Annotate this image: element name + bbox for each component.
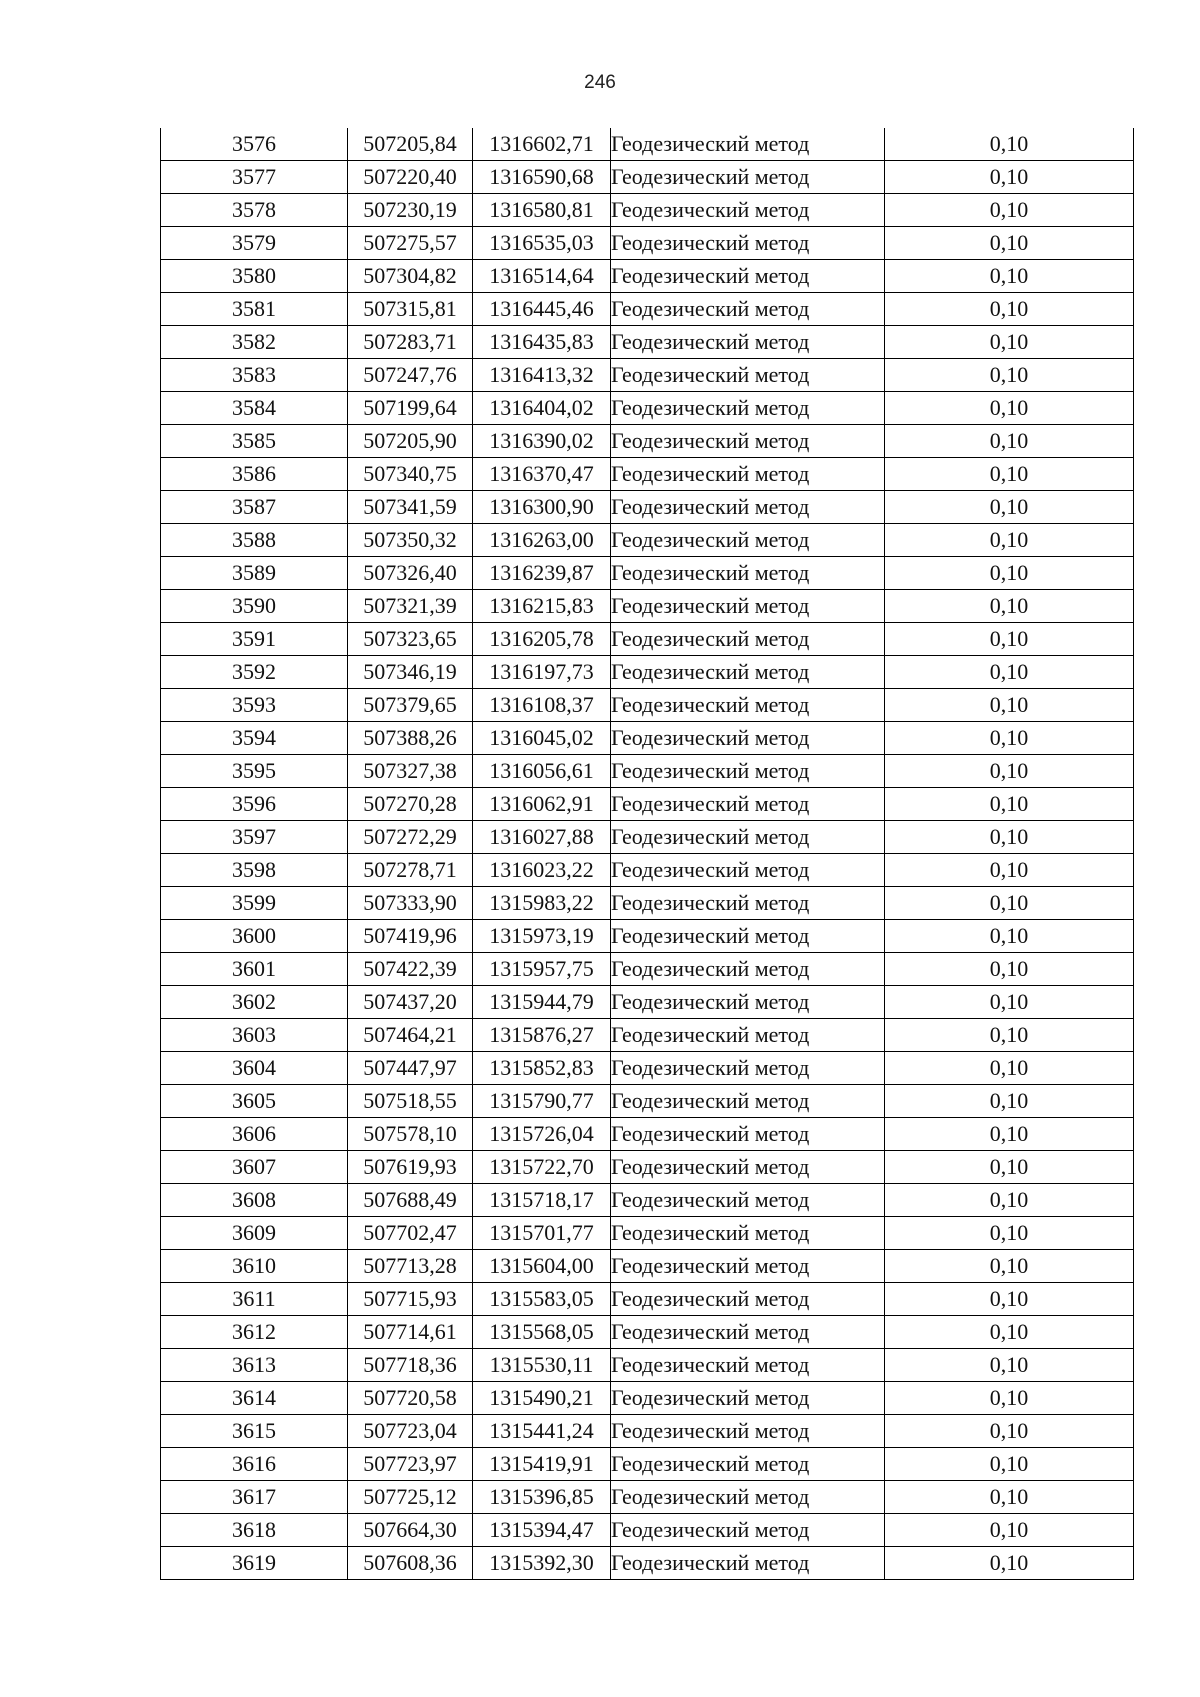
table-row [161, 359, 1134, 392]
y-coordinate-cell: 1316023,22 [473, 854, 611, 887]
point-number-cell: 3618 [161, 1514, 348, 1547]
method-cell: Геодезический метод [611, 1316, 885, 1349]
point-number-cell: 3599 [161, 887, 348, 920]
table-row [161, 458, 1134, 491]
y-coordinate-cell: 1315490,21 [473, 1382, 611, 1415]
point-number-cell: 3581 [161, 293, 348, 326]
x-coordinate-cell: 507326,40 [348, 557, 473, 590]
method-cell: Геодезический метод [611, 821, 885, 854]
x-coordinate-cell: 507315,81 [348, 293, 473, 326]
method-cell: Геодезический метод [611, 788, 885, 821]
y-coordinate-cell: 1316027,88 [473, 821, 611, 854]
x-coordinate-cell: 507350,32 [348, 524, 473, 557]
accuracy-cell: 0,10 [885, 458, 1134, 491]
x-coordinate-cell: 507723,97 [348, 1448, 473, 1481]
method-cell: Геодезический метод [611, 260, 885, 293]
x-coordinate-cell: 507270,28 [348, 788, 473, 821]
x-coordinate-cell: 507333,90 [348, 887, 473, 920]
table-row [161, 1514, 1134, 1547]
accuracy-cell: 0,10 [885, 1382, 1134, 1415]
accuracy-cell: 0,10 [885, 194, 1134, 227]
accuracy-cell: 0,10 [885, 491, 1134, 524]
y-coordinate-cell: 1315394,47 [473, 1514, 611, 1547]
point-number-cell: 3615 [161, 1415, 348, 1448]
y-coordinate-cell: 1316413,32 [473, 359, 611, 392]
point-number-cell: 3617 [161, 1481, 348, 1514]
method-cell: Геодезический метод [611, 293, 885, 326]
point-number-cell: 3601 [161, 953, 348, 986]
method-cell: Геодезический метод [611, 458, 885, 491]
x-coordinate-cell: 507723,04 [348, 1415, 473, 1448]
point-number-cell: 3586 [161, 458, 348, 491]
table-row [161, 1349, 1134, 1382]
point-number-cell: 3597 [161, 821, 348, 854]
x-coordinate-cell: 507578,10 [348, 1118, 473, 1151]
method-cell: Геодезический метод [611, 1514, 885, 1547]
x-coordinate-cell: 507713,28 [348, 1250, 473, 1283]
x-coordinate-cell: 507341,59 [348, 491, 473, 524]
x-coordinate-cell: 507422,39 [348, 953, 473, 986]
point-number-cell: 3603 [161, 1019, 348, 1052]
y-coordinate-cell: 1316435,83 [473, 326, 611, 359]
table-row [161, 1283, 1134, 1316]
table-row [161, 293, 1134, 326]
y-coordinate-cell: 1316535,03 [473, 227, 611, 260]
accuracy-cell: 0,10 [885, 557, 1134, 590]
point-number-cell: 3588 [161, 524, 348, 557]
method-cell: Геодезический метод [611, 194, 885, 227]
method-cell: Геодезический метод [611, 590, 885, 623]
table-row [161, 128, 1134, 161]
x-coordinate-cell: 507323,65 [348, 623, 473, 656]
point-number-cell: 3595 [161, 755, 348, 788]
point-number-cell: 3591 [161, 623, 348, 656]
point-number-cell: 3613 [161, 1349, 348, 1382]
table-row [161, 1085, 1134, 1118]
y-coordinate-cell: 1315983,22 [473, 887, 611, 920]
method-cell: Геодезический метод [611, 1448, 885, 1481]
accuracy-cell: 0,10 [885, 755, 1134, 788]
table-row [161, 1448, 1134, 1481]
accuracy-cell: 0,10 [885, 1151, 1134, 1184]
y-coordinate-cell: 1315726,04 [473, 1118, 611, 1151]
point-number-cell: 3596 [161, 788, 348, 821]
accuracy-cell: 0,10 [885, 1052, 1134, 1085]
method-cell: Геодезический метод [611, 1118, 885, 1151]
method-cell: Геодезический метод [611, 1250, 885, 1283]
point-number-cell: 3612 [161, 1316, 348, 1349]
accuracy-cell: 0,10 [885, 359, 1134, 392]
point-number-cell: 3602 [161, 986, 348, 1019]
point-number-cell: 3592 [161, 656, 348, 689]
x-coordinate-cell: 507379,65 [348, 689, 473, 722]
table-row [161, 854, 1134, 887]
table-row [161, 920, 1134, 953]
y-coordinate-cell: 1316215,83 [473, 590, 611, 623]
method-cell: Геодезический метод [611, 1547, 885, 1580]
accuracy-cell: 0,10 [885, 920, 1134, 953]
x-coordinate-cell: 507283,71 [348, 326, 473, 359]
method-cell: Геодезический метод [611, 1019, 885, 1052]
y-coordinate-cell: 1316263,00 [473, 524, 611, 557]
y-coordinate-cell: 1315441,24 [473, 1415, 611, 1448]
y-coordinate-cell: 1316045,02 [473, 722, 611, 755]
y-coordinate-cell: 1315852,83 [473, 1052, 611, 1085]
y-coordinate-cell: 1316056,61 [473, 755, 611, 788]
y-coordinate-cell: 1315973,19 [473, 920, 611, 953]
y-coordinate-cell: 1316514,64 [473, 260, 611, 293]
point-number-cell: 3611 [161, 1283, 348, 1316]
accuracy-cell: 0,10 [885, 128, 1134, 161]
table-row [161, 821, 1134, 854]
y-coordinate-cell: 1316062,91 [473, 788, 611, 821]
y-coordinate-cell: 1315583,05 [473, 1283, 611, 1316]
method-cell: Геодезический метод [611, 1283, 885, 1316]
point-number-cell: 3587 [161, 491, 348, 524]
table-row [161, 557, 1134, 590]
accuracy-cell: 0,10 [885, 1118, 1134, 1151]
accuracy-cell: 0,10 [885, 1415, 1134, 1448]
accuracy-cell: 0,10 [885, 1250, 1134, 1283]
point-number-cell: 3579 [161, 227, 348, 260]
table-row [161, 1217, 1134, 1250]
table-row [161, 194, 1134, 227]
x-coordinate-cell: 507327,38 [348, 755, 473, 788]
x-coordinate-cell: 507715,93 [348, 1283, 473, 1316]
table-row [161, 1118, 1134, 1151]
y-coordinate-cell: 1316445,46 [473, 293, 611, 326]
point-number-cell: 3600 [161, 920, 348, 953]
method-cell: Геодезический метод [611, 1085, 885, 1118]
table-row [161, 524, 1134, 557]
point-number-cell: 3580 [161, 260, 348, 293]
x-coordinate-cell: 507247,76 [348, 359, 473, 392]
accuracy-cell: 0,10 [885, 1316, 1134, 1349]
point-number-cell: 3593 [161, 689, 348, 722]
y-coordinate-cell: 1316404,02 [473, 392, 611, 425]
x-coordinate-cell: 507720,58 [348, 1382, 473, 1415]
accuracy-cell: 0,10 [885, 1217, 1134, 1250]
point-number-cell: 3604 [161, 1052, 348, 1085]
point-number-cell: 3616 [161, 1448, 348, 1481]
y-coordinate-cell: 1316390,02 [473, 425, 611, 458]
table-row [161, 590, 1134, 623]
table-row [161, 1547, 1134, 1580]
y-coordinate-cell: 1315944,79 [473, 986, 611, 1019]
x-coordinate-cell: 507447,97 [348, 1052, 473, 1085]
method-cell: Геодезический метод [611, 1481, 885, 1514]
x-coordinate-cell: 507608,36 [348, 1547, 473, 1580]
y-coordinate-cell: 1316602,71 [473, 128, 611, 161]
table-row [161, 755, 1134, 788]
table-row [161, 1019, 1134, 1052]
accuracy-cell: 0,10 [885, 392, 1134, 425]
point-number-cell: 3598 [161, 854, 348, 887]
table-row [161, 1052, 1134, 1085]
y-coordinate-cell: 1315392,30 [473, 1547, 611, 1580]
method-cell: Геодезический метод [611, 1382, 885, 1415]
y-coordinate-cell: 1316197,73 [473, 656, 611, 689]
x-coordinate-cell: 507230,19 [348, 194, 473, 227]
method-cell: Геодезический метод [611, 986, 885, 1019]
y-coordinate-cell: 1315718,17 [473, 1184, 611, 1217]
table-row [161, 1250, 1134, 1283]
accuracy-cell: 0,10 [885, 1514, 1134, 1547]
y-coordinate-cell: 1316205,78 [473, 623, 611, 656]
table-row [161, 722, 1134, 755]
accuracy-cell: 0,10 [885, 854, 1134, 887]
table-row [161, 1382, 1134, 1415]
y-coordinate-cell: 1315701,77 [473, 1217, 611, 1250]
method-cell: Геодезический метод [611, 128, 885, 161]
point-number-cell: 3590 [161, 590, 348, 623]
method-cell: Геодезический метод [611, 1052, 885, 1085]
x-coordinate-cell: 507518,55 [348, 1085, 473, 1118]
method-cell: Геодезический метод [611, 161, 885, 194]
x-coordinate-cell: 507702,47 [348, 1217, 473, 1250]
method-cell: Геодезический метод [611, 854, 885, 887]
page-number: 246 [584, 72, 616, 93]
accuracy-cell: 0,10 [885, 227, 1134, 260]
accuracy-cell: 0,10 [885, 425, 1134, 458]
x-coordinate-cell: 507220,40 [348, 161, 473, 194]
x-coordinate-cell: 507437,20 [348, 986, 473, 1019]
table-row [161, 1184, 1134, 1217]
table-row [161, 656, 1134, 689]
y-coordinate-cell: 1316108,37 [473, 689, 611, 722]
y-coordinate-cell: 1315419,91 [473, 1448, 611, 1481]
accuracy-cell: 0,10 [885, 1547, 1134, 1580]
x-coordinate-cell: 507340,75 [348, 458, 473, 491]
table-row [161, 788, 1134, 821]
point-number-cell: 3606 [161, 1118, 348, 1151]
table-row [161, 887, 1134, 920]
method-cell: Геодезический метод [611, 359, 885, 392]
y-coordinate-cell: 1316580,81 [473, 194, 611, 227]
accuracy-cell: 0,10 [885, 953, 1134, 986]
method-cell: Геодезический метод [611, 722, 885, 755]
x-coordinate-cell: 507714,61 [348, 1316, 473, 1349]
table-row [161, 227, 1134, 260]
x-coordinate-cell: 507346,19 [348, 656, 473, 689]
method-cell: Геодезический метод [611, 524, 885, 557]
accuracy-cell: 0,10 [885, 1448, 1134, 1481]
table-row [161, 491, 1134, 524]
table-row [161, 260, 1134, 293]
accuracy-cell: 0,10 [885, 986, 1134, 1019]
accuracy-cell: 0,10 [885, 524, 1134, 557]
point-number-cell: 3577 [161, 161, 348, 194]
y-coordinate-cell: 1315530,11 [473, 1349, 611, 1382]
accuracy-cell: 0,10 [885, 161, 1134, 194]
point-number-cell: 3608 [161, 1184, 348, 1217]
accuracy-cell: 0,10 [885, 623, 1134, 656]
method-cell: Геодезический метод [611, 887, 885, 920]
table-body [161, 128, 1134, 1580]
accuracy-cell: 0,10 [885, 1283, 1134, 1316]
method-cell: Геодезический метод [611, 1217, 885, 1250]
x-coordinate-cell: 507205,90 [348, 425, 473, 458]
accuracy-cell: 0,10 [885, 821, 1134, 854]
table-row [161, 425, 1134, 458]
method-cell: Геодезический метод [611, 755, 885, 788]
x-coordinate-cell: 507278,71 [348, 854, 473, 887]
y-coordinate-cell: 1315790,77 [473, 1085, 611, 1118]
accuracy-cell: 0,10 [885, 1481, 1134, 1514]
accuracy-cell: 0,10 [885, 293, 1134, 326]
y-coordinate-cell: 1316300,90 [473, 491, 611, 524]
accuracy-cell: 0,10 [885, 326, 1134, 359]
method-cell: Геодезический метод [611, 227, 885, 260]
accuracy-cell: 0,10 [885, 722, 1134, 755]
method-cell: Геодезический метод [611, 1349, 885, 1382]
method-cell: Геодезический метод [611, 920, 885, 953]
accuracy-cell: 0,10 [885, 656, 1134, 689]
method-cell: Геодезический метод [611, 491, 885, 524]
y-coordinate-cell: 1315568,05 [473, 1316, 611, 1349]
accuracy-cell: 0,10 [885, 590, 1134, 623]
table-row [161, 623, 1134, 656]
y-coordinate-cell: 1316370,47 [473, 458, 611, 491]
accuracy-cell: 0,10 [885, 1184, 1134, 1217]
x-coordinate-cell: 507419,96 [348, 920, 473, 953]
accuracy-cell: 0,10 [885, 1019, 1134, 1052]
point-number-cell: 3609 [161, 1217, 348, 1250]
x-coordinate-cell: 507205,84 [348, 128, 473, 161]
accuracy-cell: 0,10 [885, 1349, 1134, 1382]
point-number-cell: 3614 [161, 1382, 348, 1415]
accuracy-cell: 0,10 [885, 887, 1134, 920]
y-coordinate-cell: 1315722,70 [473, 1151, 611, 1184]
x-coordinate-cell: 507725,12 [348, 1481, 473, 1514]
point-number-cell: 3610 [161, 1250, 348, 1283]
point-number-cell: 3594 [161, 722, 348, 755]
method-cell: Геодезический метод [611, 557, 885, 590]
point-number-cell: 3607 [161, 1151, 348, 1184]
y-coordinate-cell: 1316590,68 [473, 161, 611, 194]
method-cell: Геодезический метод [611, 689, 885, 722]
y-coordinate-cell: 1315396,85 [473, 1481, 611, 1514]
method-cell: Геодезический метод [611, 425, 885, 458]
x-coordinate-cell: 507388,26 [348, 722, 473, 755]
coordinates-table [160, 128, 1134, 1580]
method-cell: Геодезический метод [611, 392, 885, 425]
method-cell: Геодезический метод [611, 1415, 885, 1448]
table-row [161, 392, 1134, 425]
point-number-cell: 3583 [161, 359, 348, 392]
y-coordinate-cell: 1316239,87 [473, 557, 611, 590]
method-cell: Геодезический метод [611, 953, 885, 986]
x-coordinate-cell: 507619,93 [348, 1151, 473, 1184]
method-cell: Геодезический метод [611, 326, 885, 359]
table-row [161, 161, 1134, 194]
x-coordinate-cell: 507464,21 [348, 1019, 473, 1052]
y-coordinate-cell: 1315876,27 [473, 1019, 611, 1052]
table-row [161, 1151, 1134, 1184]
table-row [161, 986, 1134, 1019]
accuracy-cell: 0,10 [885, 689, 1134, 722]
point-number-cell: 3578 [161, 194, 348, 227]
method-cell: Геодезический метод [611, 656, 885, 689]
point-number-cell: 3582 [161, 326, 348, 359]
accuracy-cell: 0,10 [885, 1085, 1134, 1118]
table-row [161, 689, 1134, 722]
method-cell: Геодезический метод [611, 623, 885, 656]
accuracy-cell: 0,10 [885, 260, 1134, 293]
table-row [161, 326, 1134, 359]
method-cell: Геодезический метод [611, 1151, 885, 1184]
table-row [161, 1415, 1134, 1448]
y-coordinate-cell: 1315604,00 [473, 1250, 611, 1283]
table-row [161, 1481, 1134, 1514]
point-number-cell: 3589 [161, 557, 348, 590]
x-coordinate-cell: 507688,49 [348, 1184, 473, 1217]
point-number-cell: 3584 [161, 392, 348, 425]
x-coordinate-cell: 507275,57 [348, 227, 473, 260]
x-coordinate-cell: 507304,82 [348, 260, 473, 293]
x-coordinate-cell: 507321,39 [348, 590, 473, 623]
point-number-cell: 3576 [161, 128, 348, 161]
point-number-cell: 3585 [161, 425, 348, 458]
x-coordinate-cell: 507272,29 [348, 821, 473, 854]
point-number-cell: 3605 [161, 1085, 348, 1118]
x-coordinate-cell: 507199,64 [348, 392, 473, 425]
point-number-cell: 3619 [161, 1547, 348, 1580]
table-row [161, 1316, 1134, 1349]
y-coordinate-cell: 1315957,75 [473, 953, 611, 986]
x-coordinate-cell: 507664,30 [348, 1514, 473, 1547]
table-row [161, 953, 1134, 986]
method-cell: Геодезический метод [611, 1184, 885, 1217]
x-coordinate-cell: 507718,36 [348, 1349, 473, 1382]
accuracy-cell: 0,10 [885, 788, 1134, 821]
